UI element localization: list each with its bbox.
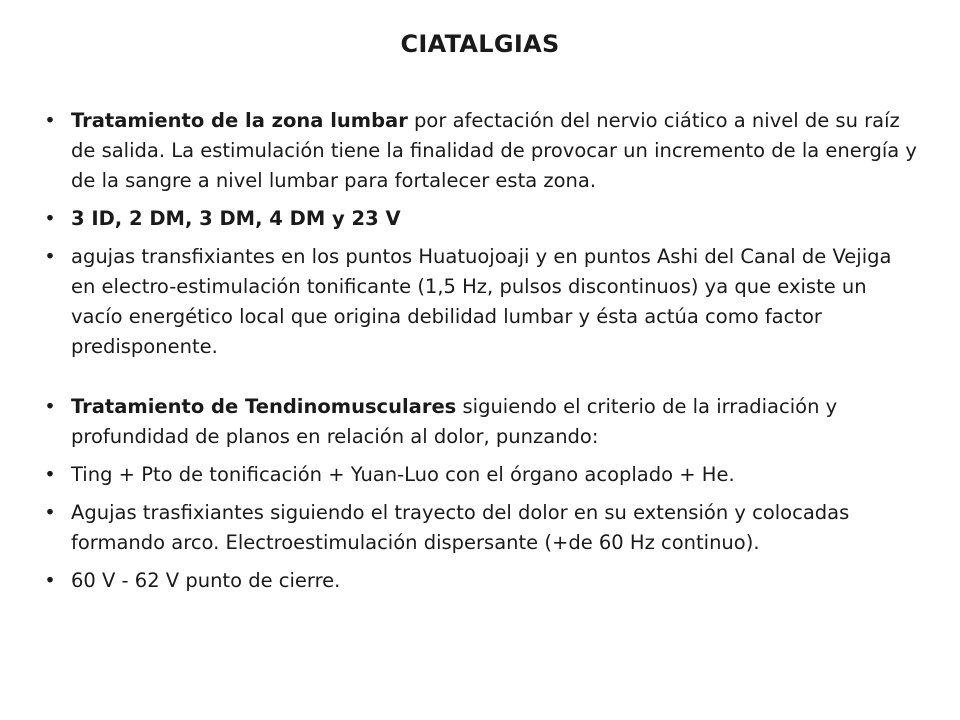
bullet-marker: • [44,569,56,592]
slide-title: CIATALGIAS [400,30,560,58]
bullet-text: agujas transfixiantes en los puntos Huatuojoaji y en puntos Ashi del Canal de Vejiga en electro-estimulación tonificante (1,5 Hz, pulsos discontinuos) ya que existe un vacío energético local que origina debilidad lumbar y ésta actúa como factor predisponente. [71,245,892,358]
bullet-text: 60 V - 62 V punto de cierre. [71,569,341,592]
bullet-item-needles [0,242,960,362]
bullet-marker: • [44,109,56,132]
bullet-text: Agujas trasfixiantes siguiendo el trayecto del dolor en su extensión y colocadas formando arco. Electroestimulación dispersante (+de 60 Hz continuo). [71,501,850,554]
bullet-text: Ting + Pto de tonificación + Yuan-Luo con el órgano acoplado + He. [71,463,735,486]
bullet-item-cierre [0,566,960,596]
bullet-bold-text: Tratamiento de Tendinomusculares [71,395,457,418]
bullet-item-tendinomuscular [0,392,960,452]
bullet-item-points [0,204,960,234]
bullet-item-ting [0,460,960,490]
bullet-item-lumbar [0,106,960,196]
bullet-marker: • [44,463,56,486]
bullet-marker: • [44,245,56,268]
bullet-list [0,106,960,604]
bullet-marker: • [44,501,56,524]
bullet-text: siguiendo el criterio de la irradiación y profundidad de planos en relación al dolor, punzando: [71,395,838,448]
bullet-bold-text: Tratamiento de la zona lumbar [71,109,408,132]
bullet-marker: • [44,207,56,230]
bullet-marker: • [44,395,56,418]
bullet-item-trasfixiantes [0,498,960,558]
bullet-bold-text: 3 ID, 2 DM, 3 DM, 4 DM y 23 V [71,207,401,230]
bullet-text: por afectación del nervio ciático a nivel de su raíz de salida. La estimulación tiene la finalidad de provocar un incremento de la energía y de la sangre a nivel lumbar para fortalecer esta zona. [71,109,917,192]
